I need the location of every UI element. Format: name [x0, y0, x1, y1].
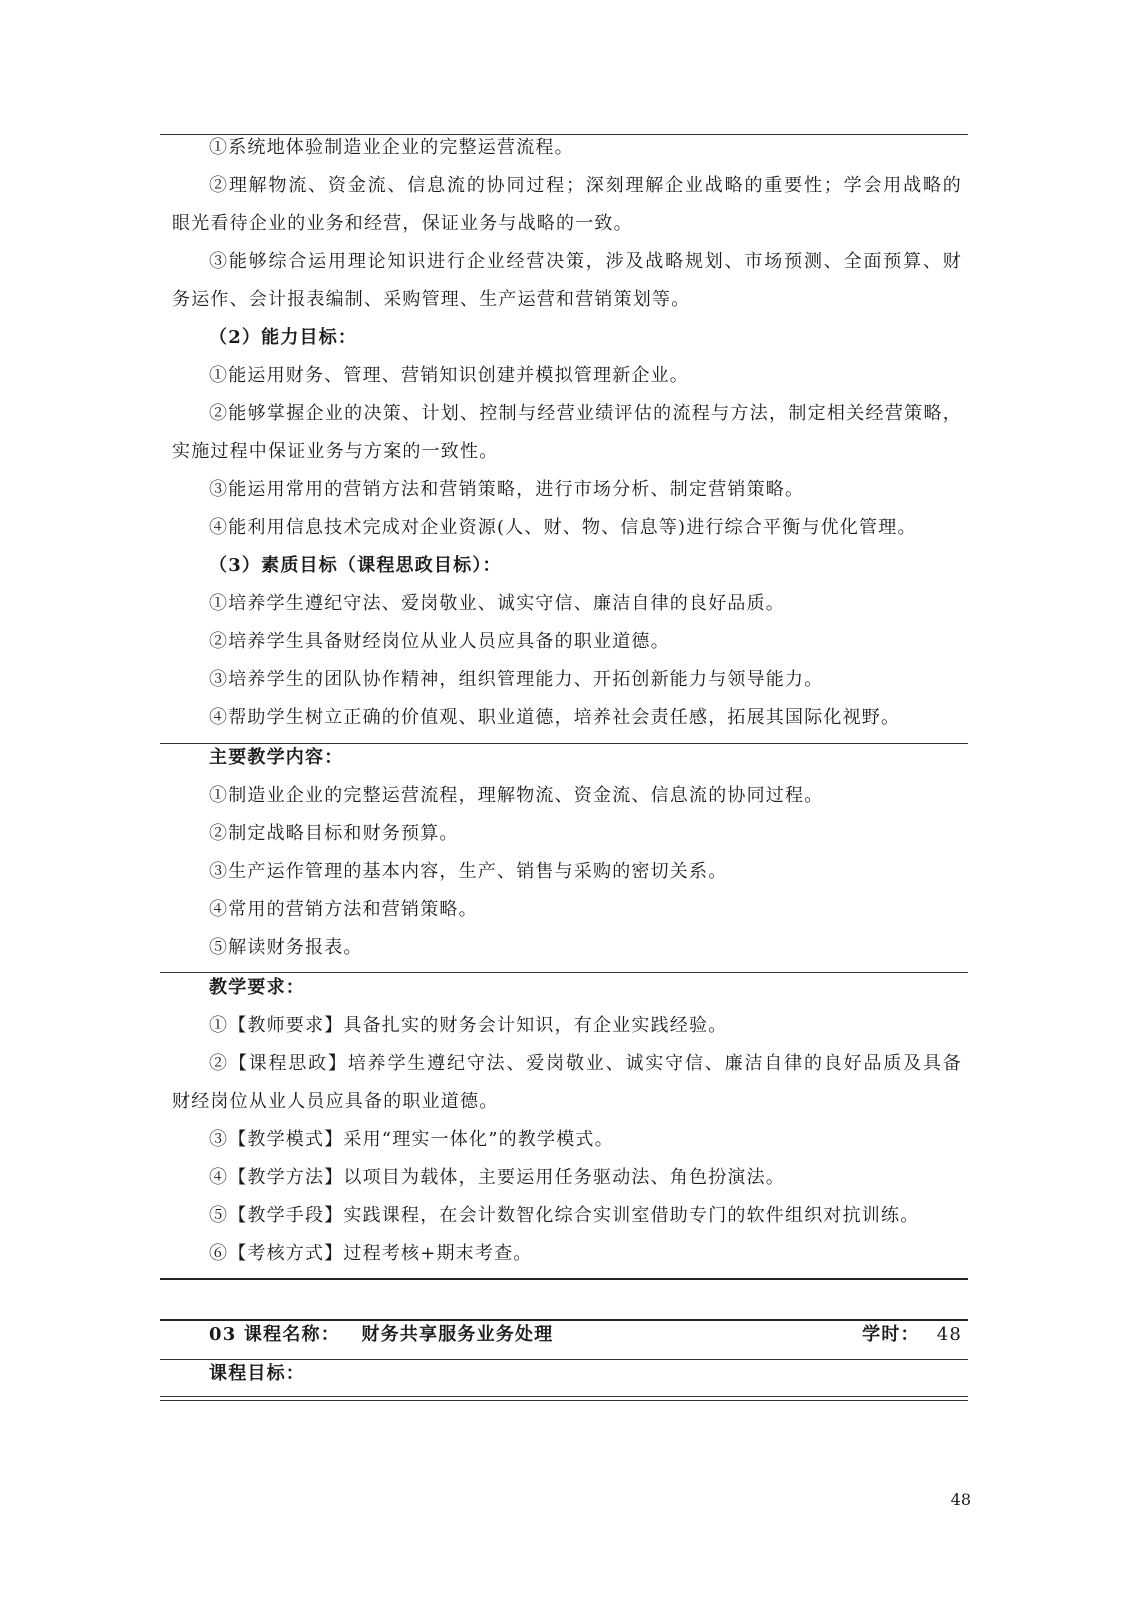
course-row-divider — [160, 1359, 968, 1360]
course-hours — [862, 1323, 962, 1347]
teaching-requirement-6: ⑥【考核方式】过程考核+期末考查。 — [209, 1243, 533, 1264]
quality-objective-heading: （3）素质目标（课程思政目标）： — [209, 555, 502, 576]
knowledge-objective-2-line2: 眼光看待企业的业务和经营，保证业务与战略的一致。 — [172, 213, 633, 234]
section-divider — [160, 972, 968, 973]
teaching-content-4: ④常用的营销方法和营销策略。 — [209, 899, 478, 920]
quality-objective-2: ②培养学生具备财经岗位从业人员应具备的职业道德。 — [209, 631, 670, 652]
quality-objective-4: ④帮助学生树立正确的价值观、职业道德，培养社会责任感，拓展其国际化视野。 — [209, 707, 901, 728]
knowledge-objective-3-line2: 务运作、会计报表编制、采购管理、生产运营和营销策划等。 — [172, 289, 691, 310]
teaching-content-1: ①制造业企业的完整运营流程，理解物流、资金流、信息流的协同过程。 — [209, 785, 824, 806]
ability-objective-4: ④能利用信息技术完成对企业资源(人、财、物、信息等)进行综合平衡与优化管理。 — [209, 517, 917, 538]
table-bottom-border — [160, 1278, 968, 1280]
teaching-content-5: ⑤解读财务报表。 — [209, 937, 363, 958]
ability-objective-2-line1: ②能够掌握企业的决策、计划、控制与经营业绩评估的流程与方法，制定相关经营策略， — [209, 403, 962, 424]
knowledge-objective-3-line1: ③能够综合运用理论知识进行企业经营决策，涉及战略规划、市场预测、全面预算、财 — [209, 251, 962, 272]
ability-objective-2-line2: 实施过程中保证业务与方案的一致性。 — [172, 441, 499, 462]
page-number: 48 — [950, 1490, 971, 1509]
course-objective-heading: 课程目标： — [209, 1363, 305, 1384]
section-divider — [160, 743, 968, 744]
teaching-requirement-5: ⑤【教学手段】实践课程，在会计数智化综合实训室借助专门的软件组织对抗训练。 — [209, 1205, 920, 1226]
course-hours-value: 48 — [936, 1324, 962, 1345]
teaching-requirement-2-line2: 财经岗位从业人员应具备的职业道德。 — [172, 1091, 499, 1112]
course-name-value: 财务共享服务业务处理 — [361, 1324, 554, 1345]
knowledge-objective-1: ①系统地体验制造业企业的完整运营流程。 — [209, 137, 574, 158]
ability-objective-1: ①能运用财务、管理、营销知识创建并模拟管理新企业。 — [209, 365, 689, 386]
ability-objective-heading: （2）能力目标： — [209, 327, 358, 348]
teaching-requirement-3: ③【教学模式】采用“理实一体化”的教学模式。 — [209, 1129, 614, 1150]
course-table-bottom-border — [160, 1396, 968, 1401]
quality-objective-1: ①培养学生遵纪守法、爱岗敬业、诚实守信、廉洁自律的良好品质。 — [209, 593, 785, 614]
teaching-requirement-4: ④【教学方法】以项目为载体，主要运用任务驱动法、角色扮演法。 — [209, 1167, 785, 1188]
course-hours-label: 学时： — [862, 1324, 920, 1345]
teaching-requirement-2-line1: ②【课程思政】培养学生遵纪守法、爱岗敬业、诚实守信、廉洁自律的良好品质及具备 — [209, 1053, 962, 1074]
knowledge-objective-2-line1: ②理解物流、资金流、信息流的协同过程；深刻理解企业战略的重要性；学会用战略的 — [209, 175, 962, 196]
quality-objective-3: ③培养学生的团队协作精神，组织管理能力、开拓创新能力与领导能力。 — [209, 669, 824, 690]
table-top-border — [160, 134, 968, 135]
teaching-requirement-1: ①【教师要求】具备扎实的财务会计知识，有企业实践经验。 — [209, 1015, 728, 1036]
teaching-content-heading: 主要教学内容： — [209, 747, 344, 768]
course-table-top-border — [160, 1319, 968, 1321]
course-name — [209, 1323, 553, 1347]
teaching-content-3: ③生产运作管理的基本内容，生产、销售与采购的密切关系。 — [209, 861, 728, 882]
teaching-requirements-heading: 教学要求： — [209, 977, 305, 998]
teaching-content-2: ②制定战略目标和财务预算。 — [209, 823, 459, 844]
course-name-label: 03 课程名称： — [209, 1324, 340, 1345]
ability-objective-3: ③能运用常用的营销方法和营销策略，进行市场分析、制定营销策略。 — [209, 479, 805, 500]
